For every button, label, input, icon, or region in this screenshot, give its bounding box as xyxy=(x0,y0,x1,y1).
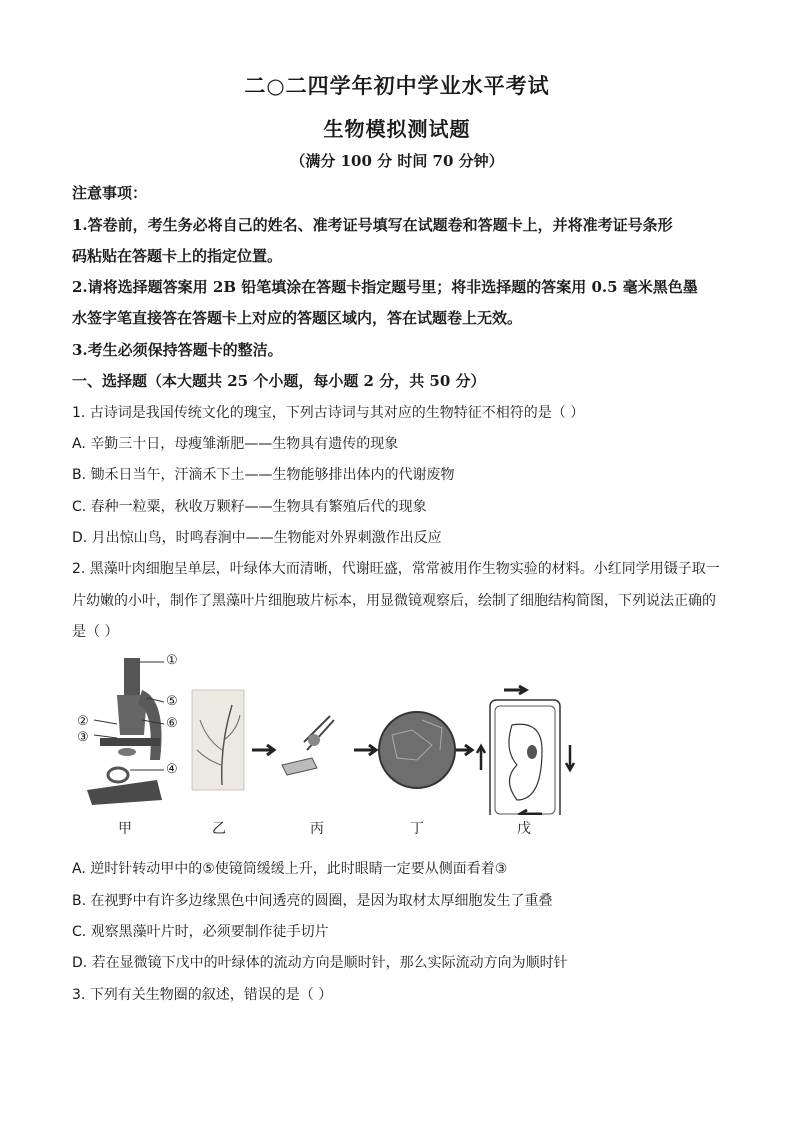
cell-diagram-image xyxy=(477,686,574,815)
leaf-sample-image xyxy=(192,690,244,790)
question-1-option-d: D. 月出惊山鸟，时鸣春涧中——生物能对外界刺激作出反应 xyxy=(72,530,442,546)
exam-subtitle: 生物模拟测试题 xyxy=(323,117,471,141)
caption-ding: 丁 xyxy=(410,821,424,837)
label-4: ④ xyxy=(166,762,178,777)
note-3: 3.考生必须保持答题卡的整洁。 xyxy=(72,341,283,359)
question-1-option-b: B. 锄禾日当午，汗滴禾下土——生物能够排出体内的代谢废物 xyxy=(72,467,455,483)
question-2-figure xyxy=(72,650,732,840)
slide-preparation-image xyxy=(282,716,334,775)
question-1-stem: 1. 古诗词是我国传统文化的瑰宝，下列古诗词与其对应的生物特征不相符的是（ ） xyxy=(72,405,585,421)
note-1a: 1.答卷前，考生务必将自己的姓名、准考证号填写在试题卷和答题卡上，并将准考证号条形 xyxy=(72,216,673,234)
note-2a: 2.请将选择题答案用 2B 铅笔填涂在答题卡指定题号里；将非选择题的答案用 0.5 毫米黑色墨 xyxy=(72,278,698,296)
question-2-option-c: C. 观察黑藻叶片时，必须要制作徒手切片 xyxy=(72,924,329,940)
question-1-option-c: C. 春种一粒粟，秋收万颗籽——生物具有繁殖后代的现象 xyxy=(72,499,427,515)
question-2-option-d: D. 若在显微镜下戊中的叶绿体的流动方向是顺时针，那么实际流动方向为顺时针 xyxy=(72,955,568,971)
question-2-option-a: A. 逆时针转动甲中的⑤使镜筒缓缓上升，此时眼睛一定要从侧面看着③ xyxy=(72,861,508,877)
note-1b: 码粘贴在答题卡上的指定位置。 xyxy=(72,247,283,265)
label-2: ② xyxy=(77,714,89,729)
figure-drawing xyxy=(72,650,732,815)
note-2b: 水签字笔直接答在答题卡上对应的答题区域内，答在试题卷上无效。 xyxy=(72,309,523,327)
section-1-heading: 一、选择题（本大题共 25 个小题，每小题 2 分，共 50 分） xyxy=(72,372,486,390)
notes-heading: 注意事项： xyxy=(72,184,148,202)
caption-jia: 甲 xyxy=(118,821,132,837)
question-3-stem: 3. 下列有关生物圈的叙述，错误的是（ ） xyxy=(72,987,333,1003)
question-2-stem-line-1: 2. 黑藻叶肉细胞呈单层，叶绿体大而清晰，代谢旺盛，常常被用作生物实验的材料。小红同学用镊子取一 xyxy=(72,561,720,577)
caption-bing: 丙 xyxy=(310,821,324,837)
label-3: ③ xyxy=(77,730,89,745)
question-2-option-b: B. 在视野中有许多边缘黑色中间透亮的圆圈，是因为取材太厚细胞发生了重叠 xyxy=(72,893,553,909)
question-2-stem-line-2: 片幼嫩的小叶，制作了黑藻叶片细胞玻片标本，用显微镜观察后，绘制了细胞结构简图，下列说法正确的 xyxy=(72,593,716,609)
microscope-view-image xyxy=(379,712,455,788)
microscope-image xyxy=(87,658,164,805)
label-1: ① xyxy=(166,653,178,668)
question-1-option-a: A. 辛勤三十日，母瘦雏渐肥——生物具有遗传的现象 xyxy=(72,436,399,452)
caption-wu: 戊 xyxy=(517,821,531,837)
label-6: ⑥ xyxy=(166,716,178,731)
exam-title: 二○二四学年初中学业水平考试 xyxy=(244,73,550,98)
label-5: ⑤ xyxy=(166,694,178,709)
question-2-stem-line-3: 是（ ） xyxy=(72,624,119,640)
exam-info: （满分 100 分 时间 70 分钟） xyxy=(290,152,504,170)
caption-yi: 乙 xyxy=(212,821,226,837)
